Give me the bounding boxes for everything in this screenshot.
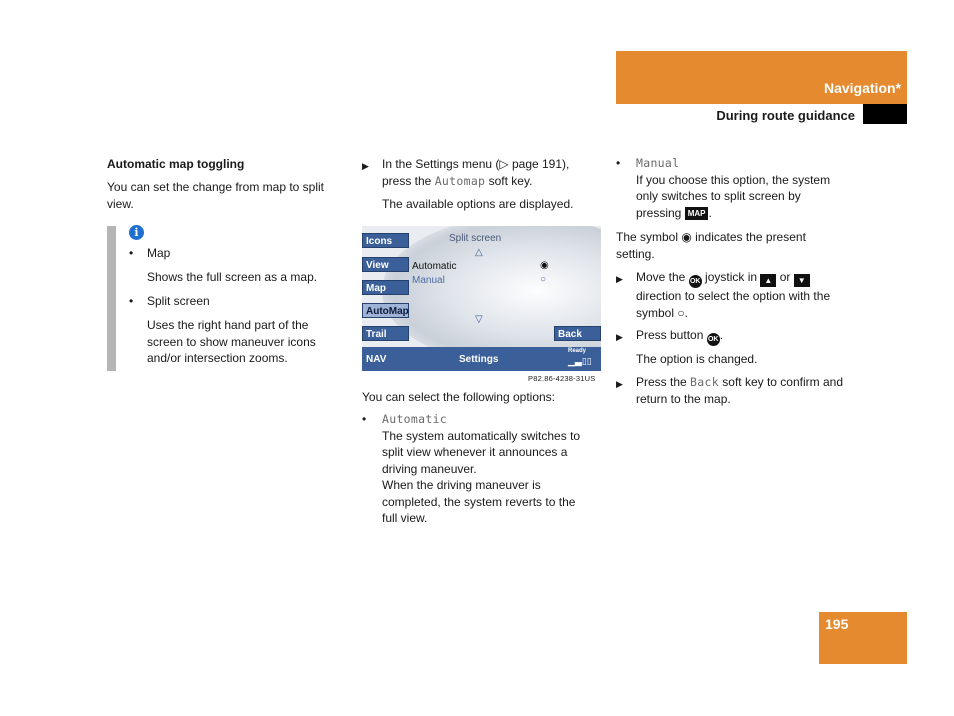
step-result: The option is changed. (636, 352, 758, 366)
softkey-automap[interactable]: AutoMap (362, 303, 409, 318)
option-automatic-desc (362, 411, 602, 527)
step-text: symbol (636, 305, 678, 320)
section-title: Navigation* (823, 80, 901, 96)
option-automatic[interactable]: Automatic (412, 261, 457, 272)
status-settings: Settings (459, 354, 499, 365)
option-text: driving maneuver. (382, 461, 477, 476)
status-ready: Ready (568, 348, 587, 354)
option-text: only switches to split screen by (636, 189, 801, 203)
radio-selected-icon[interactable]: ◉ (540, 260, 549, 271)
option-key: Manual (636, 156, 680, 170)
softkey-trail[interactable]: Trail (362, 326, 409, 341)
bullet-label: Map (147, 246, 171, 260)
up-key-icon: ▲ (760, 274, 776, 287)
radio-selected-icon: ◉ (681, 230, 692, 244)
step-move-joystick: ▶ Move the OK joystick in ▲ or ▼ direction to select the option with the symbol ○. (616, 270, 831, 320)
option-text: If you choose this option, the system (636, 172, 831, 187)
step-result: The available options are displayed. (382, 197, 574, 211)
softkey-view[interactable]: View (362, 257, 409, 272)
step-text: Press button (636, 328, 707, 342)
step-text: press the (382, 173, 435, 188)
softkey-ref: Back (690, 375, 719, 389)
option-text: full view. (382, 511, 428, 525)
softkey-icons[interactable]: Icons (362, 233, 409, 248)
bullet-split-screen (129, 293, 210, 310)
option-manual-desc: • Manual If you choose this option, the system only switches to split screen by pressing MAP . (616, 155, 866, 221)
option-key: Automatic (382, 412, 448, 426)
option-text: When the driving maneuver is (382, 478, 541, 492)
map-key-icon: MAP (685, 207, 709, 220)
option-text: split view whenever it announces a (382, 445, 568, 459)
bullet-label: Split screen (147, 294, 210, 308)
triangle-up-icon[interactable]: △ (475, 247, 483, 258)
step-text: soft key. (485, 173, 533, 188)
option-text: The system automatically switches to (382, 428, 581, 443)
screen-title: Split screen (449, 233, 502, 244)
bullet-map (129, 245, 171, 262)
ok-button-icon: OK (689, 275, 702, 288)
softkey-map[interactable]: Map (362, 280, 409, 295)
display-screenshot (362, 226, 601, 371)
bullet-dot: • (362, 412, 367, 426)
step-arrow-icon: ▶ (362, 161, 369, 171)
step-press-button: ▶ Press button OK. (616, 327, 866, 346)
subsection-marker (863, 104, 907, 124)
step-text: In the Settings menu ( (382, 157, 500, 171)
note-text: setting. (616, 246, 655, 261)
bullet-desc: Uses the right hand part of the screen to show maneuver icons and/or intersection zooms. (147, 318, 316, 365)
info-sidebar (107, 226, 116, 371)
status-nav: NAV (366, 354, 387, 365)
intro-text: You can set the change from map to split view. (107, 180, 325, 211)
step-settings-menu (362, 156, 602, 189)
down-key-icon: ▼ (794, 274, 810, 287)
note-text: The symbol (616, 230, 682, 244)
bullet-dot: • (129, 246, 134, 260)
step-arrow-icon: ▶ (616, 274, 623, 284)
step-text: direction to select the option with the (636, 289, 831, 303)
symbol-note (616, 229, 866, 262)
bullet-desc: Shows the full screen as a map. (147, 270, 318, 284)
step-arrow-icon: ▶ (616, 379, 623, 389)
header-banner (616, 51, 907, 104)
softkey-back[interactable]: Back (554, 326, 601, 341)
page-ref-icon: ▷ (499, 157, 509, 171)
options-intro: You can select the following options: (362, 390, 556, 404)
bullet-dot: • (129, 294, 134, 308)
info-icon: i (129, 225, 144, 240)
softkey-ref: Automap (434, 173, 486, 188)
ok-button-icon: OK (707, 333, 720, 346)
triangle-down-icon[interactable]: ▽ (475, 314, 483, 325)
note-text: indicates the present (691, 230, 806, 244)
step-text: Press the (636, 375, 691, 389)
radio-empty-icon: ○ (677, 305, 685, 320)
step-text: Move the (636, 270, 689, 284)
option-manual[interactable]: Manual (412, 275, 445, 286)
step-press-back (616, 374, 866, 407)
heading-automatic-map-toggling: Automatic map toggling (107, 157, 245, 171)
step-text: or (776, 270, 794, 284)
step-text: return to the map. (636, 391, 731, 406)
option-text: completed, the system reverts to the (382, 494, 576, 509)
signal-icon: ▁▃▯▯ (568, 356, 592, 366)
figure-code: P82.86-4238-31US (528, 374, 596, 383)
bullet-dot: • (616, 156, 621, 170)
step-text: page 191), (508, 157, 570, 171)
step-text: joystick in (701, 270, 761, 284)
radio-empty-icon[interactable]: ○ (540, 274, 547, 285)
page-number: 195 (825, 616, 849, 632)
option-text: pressing (636, 205, 682, 220)
step-text: soft key to confirm and (718, 375, 843, 389)
map-disc-graphic (382, 226, 601, 366)
screen-status-bar (362, 347, 601, 371)
subsection-title: During route guidance (716, 108, 855, 123)
step-arrow-icon: ▶ (616, 332, 623, 342)
